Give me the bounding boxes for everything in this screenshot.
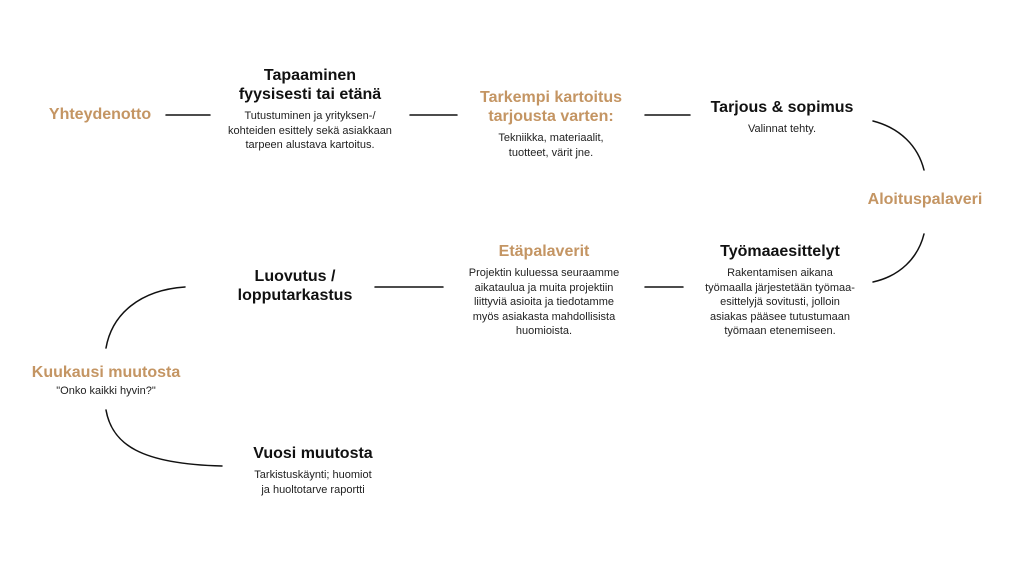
connector-handover-month xyxy=(106,287,185,348)
step-kickoff-title: Aloituspalaveri xyxy=(867,191,983,208)
step-offer-title: Tarjous & sopimus xyxy=(710,99,854,116)
step-offer xyxy=(690,98,874,137)
step-site-title: Työmaaesittelyt xyxy=(720,243,840,260)
step-stage-title: Etäpalaverit xyxy=(498,243,590,260)
connector-month-year xyxy=(106,410,222,466)
step-meeting xyxy=(210,66,410,153)
step-survey-desc: Tekniikka, materiaalit, tuotteet, värit jne. xyxy=(498,132,604,159)
step-year-title: Vuosi muutosta xyxy=(253,445,373,462)
step-year xyxy=(222,444,404,497)
connector-kickoff-site xyxy=(873,234,924,282)
step-year-desc: Tarkistuskäynti; huomiot ja huoltotarve raportti xyxy=(254,469,372,496)
step-stage xyxy=(443,242,645,339)
step-month-title: Kuukausi muutosta xyxy=(31,364,181,381)
step-meeting-title: Tapaaminen fyysisesti tai etänä xyxy=(238,67,382,103)
connector-offer-kickoff xyxy=(873,121,924,170)
step-month-desc: "Onko kaikki hyvin?" xyxy=(56,385,156,397)
step-survey xyxy=(457,88,645,160)
step-contact-title: Yhteydenotto xyxy=(48,106,152,123)
step-handover xyxy=(205,267,385,305)
step-meeting-desc: Tutustuminen ja yrityksen-/ kohteiden esittely sekä asiakkaan tarpeen alustava kartoitus. xyxy=(228,110,392,151)
step-offer-desc: Valinnat tehty. xyxy=(747,123,817,135)
step-contact xyxy=(28,105,172,124)
step-kickoff xyxy=(850,190,1000,209)
step-survey-title: Tarkempi kartoitus tarjousta varten: xyxy=(480,89,622,125)
step-site xyxy=(683,242,877,339)
step-site-desc: Rakentamisen aikana työmaalla järjestetään työmaa- esittelyjä sovitusti, jolloin asiakas pääsee tutustumaan työmaan etenemiseen. xyxy=(705,267,855,337)
step-stage-desc: Projektin kuluessa seuraamme aikataulua ja muita projektiin liittyviä asioita ja tiedotamme myös asiakasta mahdollisista huomioista. xyxy=(468,267,620,337)
step-month xyxy=(18,363,194,399)
step-handover-title: Luovutus / lopputarkastus xyxy=(237,268,353,304)
